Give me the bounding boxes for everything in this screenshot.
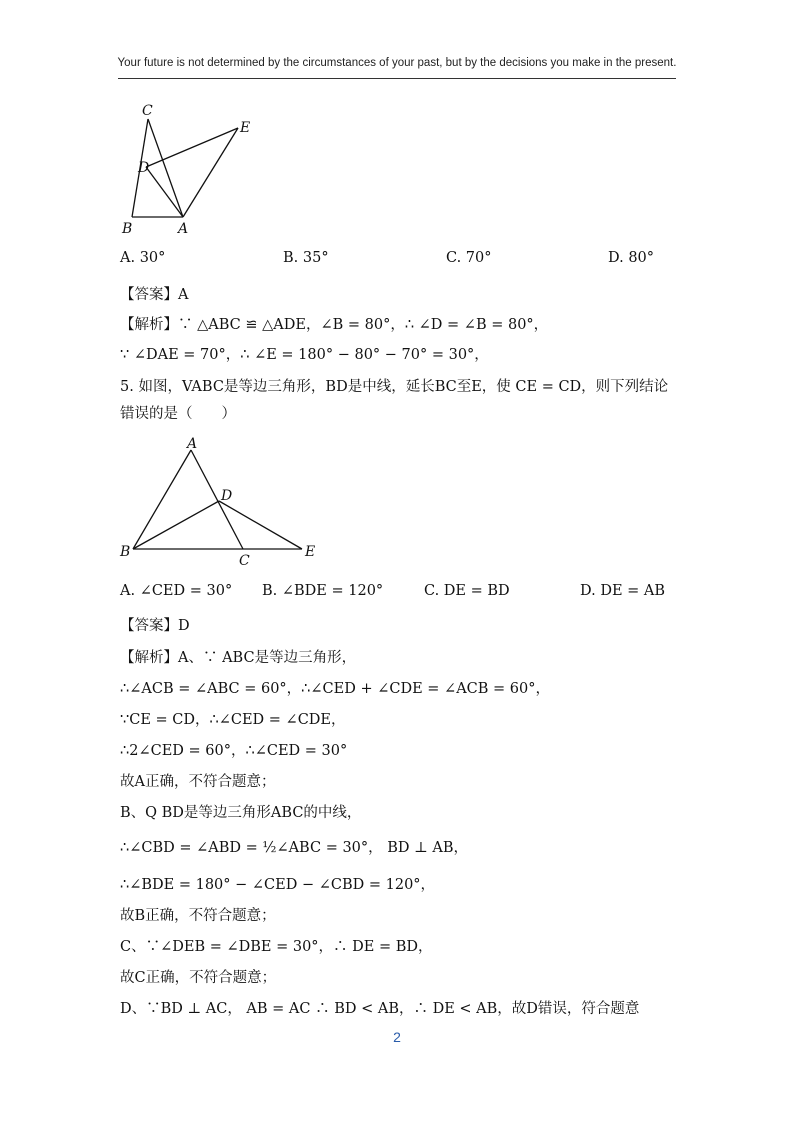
label-e: E bbox=[240, 120, 251, 136]
q5-analysis-line: ∴∠ACB = ∠ABC = 60°，∴∠CED + ∠CDE = ∠ACB = 60°， bbox=[120, 681, 550, 697]
q5-analysis-line: B、Q BD是等边三角形ABC的中线， bbox=[120, 805, 362, 821]
q4-option-a: A. 30° bbox=[120, 250, 166, 266]
q4-analysis-line-1: 【解析】∵ △ABC ≌ △ADE，∠B = 80°，∴ ∠D = ∠B = 80°， bbox=[120, 317, 549, 333]
segment-ab bbox=[133, 450, 191, 549]
page-number: 2 bbox=[393, 1029, 401, 1045]
q5-analysis-line: ∴∠CBD = ∠ABD = ½∠ABC = 30°， BD ⊥ AB， bbox=[120, 840, 469, 856]
q4-option-d: D. 80° bbox=[608, 250, 655, 266]
q4-answer: 【答案】A bbox=[120, 287, 189, 303]
label-c: C bbox=[142, 103, 153, 119]
figure-triangles-abc-ade bbox=[110, 95, 270, 240]
label-e: E bbox=[305, 544, 316, 560]
q4-option-b: B. 35° bbox=[283, 250, 329, 266]
q5-option-d: D. DE = AB bbox=[580, 583, 666, 599]
q5-analysis-line: D、∵BD ⊥ AC， AB = AC ∴ BD < AB，∴ DE < AB，故D错误，符合题意 bbox=[120, 1001, 640, 1017]
label-d: D bbox=[138, 160, 150, 176]
q5-analysis-line: 故A正确，不符合题意； bbox=[120, 774, 276, 790]
label-b: B bbox=[120, 544, 131, 560]
header-quote: Your future is not determined by the circumstances of your past, but by the decisions you make in the present. bbox=[117, 57, 677, 69]
segment-bd bbox=[133, 501, 219, 549]
q5-option-b: B. ∠BDE = 120° bbox=[262, 583, 384, 599]
label-a: A bbox=[178, 221, 189, 237]
q5-analysis-line: 【解析】A、∵ ABC是等边三角形， bbox=[120, 650, 357, 666]
q4-analysis-line-2: ∵ ∠DAE = 70°，∴ ∠E = 180° − 80° − 70° = 30°， bbox=[120, 347, 489, 363]
label-a: A bbox=[187, 436, 198, 452]
segment-ac bbox=[191, 450, 243, 549]
q5-analysis-line: ∴∠BDE = 180° − ∠CED − ∠CBD = 120°， bbox=[120, 877, 436, 893]
label-b: B bbox=[122, 221, 133, 237]
segment-ea bbox=[183, 128, 238, 217]
q5-stem-line-1: 5. 如图，VABC是等边三角形，BD是中线，延长BC至E，使 CE = CD，则下列结论 bbox=[120, 379, 669, 395]
q4-option-c: C. 70° bbox=[446, 250, 492, 266]
header-rule bbox=[118, 78, 676, 79]
label-d: D bbox=[221, 488, 233, 504]
segment-da bbox=[146, 167, 183, 217]
q5-analysis-line: ∴2∠CED = 60°，∴∠CED = 30° bbox=[120, 743, 348, 759]
label-c: C bbox=[239, 553, 250, 569]
segment-de bbox=[219, 501, 302, 549]
q5-answer: 【答案】D bbox=[120, 618, 190, 634]
figure-equilateral-triangle bbox=[115, 432, 335, 572]
q5-analysis-line: 故C正确，不符合题意； bbox=[120, 970, 277, 986]
q5-stem-line-2: 错误的是（ ） bbox=[120, 406, 236, 422]
q5-analysis-line: 故B正确，不符合题意； bbox=[120, 908, 276, 924]
segment-de bbox=[146, 128, 238, 167]
segment-ca bbox=[148, 119, 183, 217]
q5-analysis-line: C、∵∠DEB = ∠DBE = 30°，∴ DE = BD， bbox=[120, 939, 433, 955]
q5-option-a: A. ∠CED = 30° bbox=[120, 583, 233, 599]
q5-option-c: C. DE = BD bbox=[424, 583, 510, 599]
q5-analysis-line: ∵CE = CD，∴∠CED = ∠CDE， bbox=[120, 712, 346, 728]
